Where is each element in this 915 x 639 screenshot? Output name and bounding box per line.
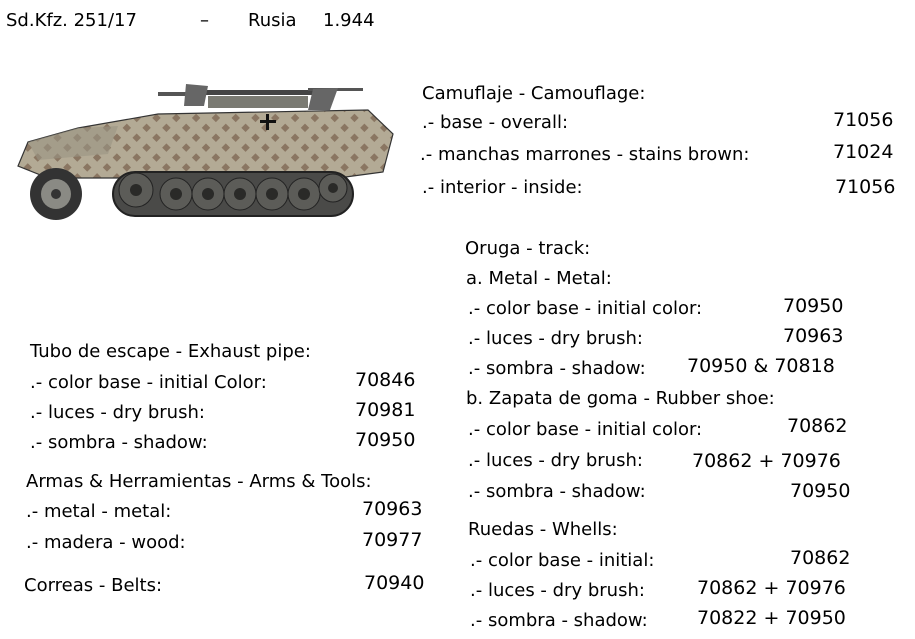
wheels-code: 70862 + 70976: [697, 577, 846, 599]
track-rubber-code: 70950: [790, 480, 851, 502]
track-title: Oruga - track:: [465, 238, 591, 259]
wheels-label: .- luces - dry brush:: [470, 580, 645, 601]
header-place: Rusia: [248, 10, 297, 31]
track-rubber-label: .- luces - dry brush:: [468, 450, 643, 471]
exhaust-code: 70950: [355, 429, 416, 451]
track-metal-label: .- luces - dry brush:: [468, 328, 643, 349]
wheels-label: .- color base - initial:: [470, 550, 655, 571]
camo-title: Camuflaje - Camouflage:: [422, 83, 646, 104]
wheels-title: Ruedas - Whells:: [468, 519, 618, 540]
exhaust-title: Tubo de escape - Exhaust pipe:: [30, 341, 311, 362]
wheels-code: 70862: [790, 547, 851, 569]
header-year: 1.944: [323, 10, 375, 31]
wheels-label: .- sombra - shadow:: [470, 610, 648, 631]
track-metal-code: 70950 & 70818: [687, 355, 835, 377]
camo-row-label: .- interior - inside:: [422, 177, 583, 198]
gun-mount: [208, 96, 308, 108]
gun-shield-right: [308, 88, 338, 110]
arms-code: 70977: [362, 529, 423, 551]
header-dash: –: [200, 10, 209, 31]
camo-row-code: 71024: [833, 141, 894, 163]
camo-row-code: 71056: [833, 109, 894, 131]
belts-code: 70940: [364, 572, 425, 594]
arms-title: Armas & Herramientas - Arms & Tools:: [26, 471, 372, 492]
halftrack-illustration: [8, 84, 408, 224]
exhaust-label: .- luces - dry brush:: [30, 402, 205, 423]
camo-row-code: 71056: [835, 176, 896, 198]
track-metal-title: a. Metal - Metal:: [466, 268, 612, 289]
arms-label: .- madera - wood:: [26, 532, 186, 553]
track-metal-label: .- sombra - shadow:: [468, 358, 646, 379]
track-metal-code: 70963: [783, 325, 844, 347]
track-rubber-label: .- color base - initial color:: [468, 419, 703, 440]
track-rubber-code: 70862 + 70976: [692, 450, 841, 472]
track-metal-code: 70950: [783, 295, 844, 317]
track-rubber-label: .- sombra - shadow:: [468, 481, 646, 502]
arms-code: 70963: [362, 498, 423, 520]
wheels-code: 70822 + 70950: [697, 607, 846, 629]
belts-label: Correas - Belts:: [24, 575, 163, 596]
track-rubber-code: 70862: [787, 415, 848, 437]
exhaust-code: 70846: [355, 369, 416, 391]
exhaust-label: .- color base - initial Color:: [30, 372, 267, 393]
exhaust-label: .- sombra - shadow:: [30, 432, 208, 453]
camo-row-label: .- base - overall:: [422, 112, 569, 133]
camo-row-label: .- manchas marrones - stains brown:: [420, 144, 750, 165]
track-metal-label: .- color base - initial color:: [468, 298, 703, 319]
track-rubber-title: b. Zapata de goma - Rubber shoe:: [466, 388, 775, 409]
gun-shield-left: [184, 84, 208, 106]
arms-label: .- metal - metal:: [26, 501, 172, 522]
vehicle-model: Sd.Kfz. 251/17: [6, 10, 137, 31]
gun-barrel: [193, 90, 313, 95]
exhaust-code: 70981: [355, 399, 416, 421]
